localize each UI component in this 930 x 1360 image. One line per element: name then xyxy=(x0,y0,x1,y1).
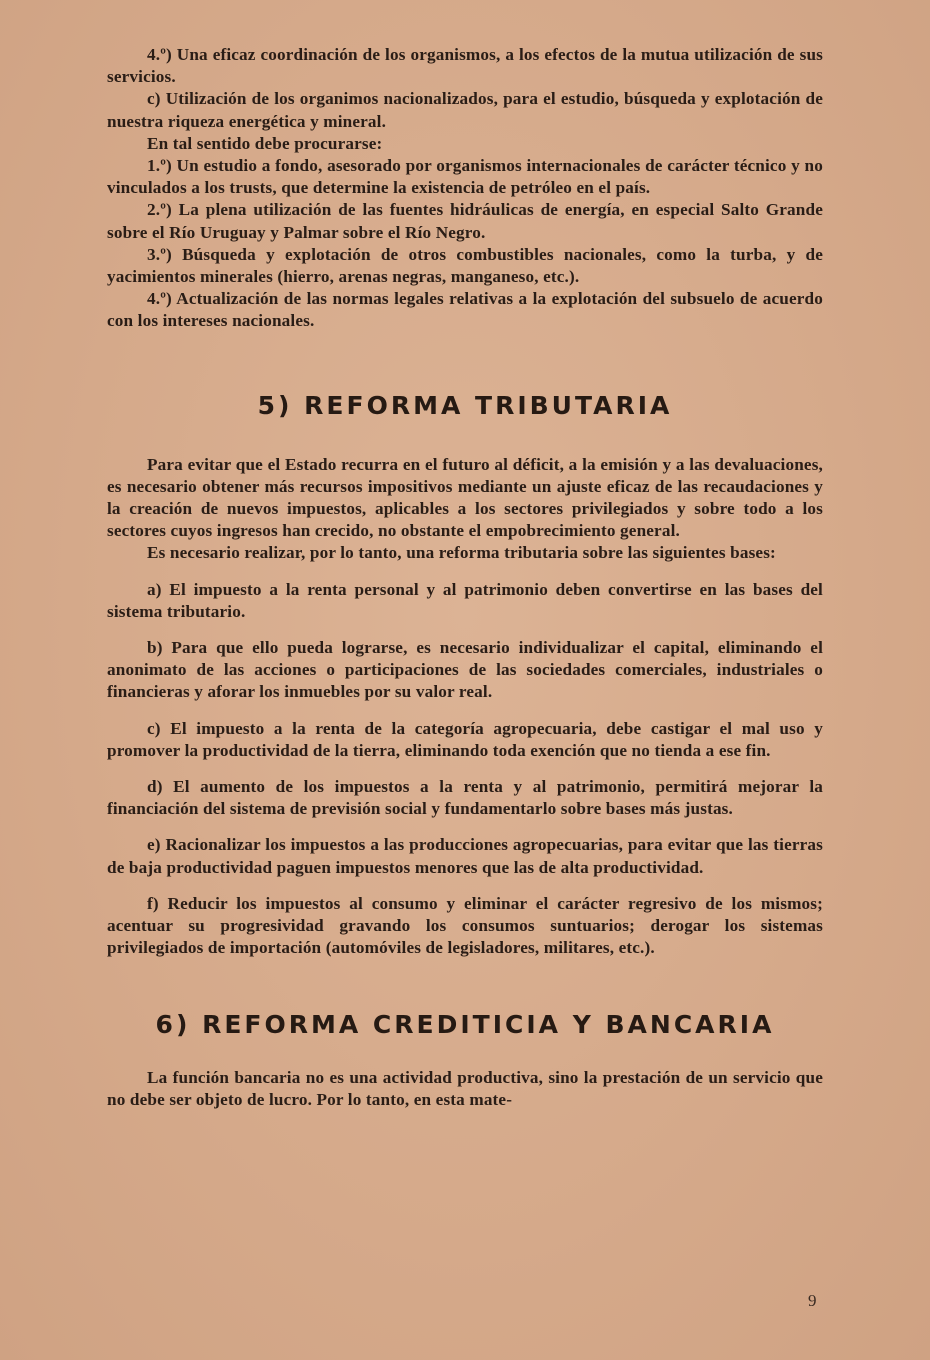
paragraph: En tal sentido debe procurarse: xyxy=(147,133,383,153)
paragraph: 1.º) Un estudio a fondo, asesorado por organismos internacionales de carácter técnico y no vinculados a los trusts, que determine la existencia de petróleo en el país. xyxy=(107,156,823,198)
list-item: a) El impuesto a la renta personal y al patrimonio deben convertirse en las bases del sistema tributario. xyxy=(107,579,823,621)
page-number: 9 xyxy=(808,1291,817,1310)
list-item: c) El impuesto a la renta de la categoría agropecuaria, debe castigar el mal uso y promover la productividad de la tierra, eliminando toda exención que no tienda a ese fin. xyxy=(107,718,823,760)
page-content xyxy=(107,44,823,1111)
list-item: e) Racionalizar los impuestos a las producciones agropecuarias, para evitar que las tierras de baja productividad paguen impuestos menores que las de alta productividad. xyxy=(107,835,823,877)
section-heading-reforma-crediticia: 6) REFORMA CREDITICIA Y BANCARIA xyxy=(155,1009,775,1039)
paragraph: 4.º) Una eficaz coordinación de los organismos, a los efectos de la mutua utilización de sus servicios. xyxy=(107,45,823,87)
section-heading-reforma-tributaria: 5) REFORMA TRIBUTARIA xyxy=(257,390,673,420)
paragraph: Es necesario realizar, por lo tanto, una reforma tributaria sobre las siguientes bases: xyxy=(147,543,776,563)
paragraph: Para evitar que el Estado recurra en el futuro al déficit, a la emisión y a las devaluaciones, es necesario obtener más recursos impositivos mediante un ajuste eficaz de las recaudaciones y la creación de nuevos impuestos, aplicables a los sectores privilegiados y sobre todo a los sectores cuyos ingresos han crecido, no obstante el empobrecimiento general. xyxy=(107,454,823,541)
list-item: b) Para que ello pueda lograrse, es necesario individualizar el capital, eliminando el anonimato de las acciones o participaciones de las sociedades comerciales, industriales o financieras y aforar los inmuebles por su valor real. xyxy=(107,638,823,702)
paragraph: 4.º) Actualización de las normas legales relativas a la explotación del subsuelo de acuerdo con los intereses nacionales. xyxy=(107,289,823,331)
paragraph: La función bancaria no es una actividad productiva, sino la prestación de un servicio que no debe ser objeto de lucro. Por lo tanto, en esta mate- xyxy=(107,1067,823,1109)
paragraph: 3.º) Búsqueda y explotación de otros combustibles nacionales, como la turba, y de yacimientos minerales (hierro, arenas negras, manganeso, etc.). xyxy=(107,244,823,287)
paragraph: c) Utilización de los organimos nacionalizados, para el estudio, búsqueda y explotación de nuestra riqueza energética y mineral. xyxy=(107,89,823,131)
list-item: d) El aumento de los impuestos a la renta y al patrimonio, permitirá mejorar la financiación del sistema de previsión social y fundamentarlo sobre bases más justas. xyxy=(107,777,823,819)
paragraph: 2.º) La plena utilización de las fuentes hidráulicas de energía, en especial Salto Grande sobre el Río Uruguay y Palmar sobre el Río Negro. xyxy=(107,200,823,242)
list-item: f) Reducir los impuestos al consumo y eliminar el carácter regresivo de los mismos; acentuar su progresividad gravando los consumos suntuarios; derogar los sistemas privilegiados de importación (automóviles de legisladores, militares, etc.). xyxy=(107,893,823,958)
